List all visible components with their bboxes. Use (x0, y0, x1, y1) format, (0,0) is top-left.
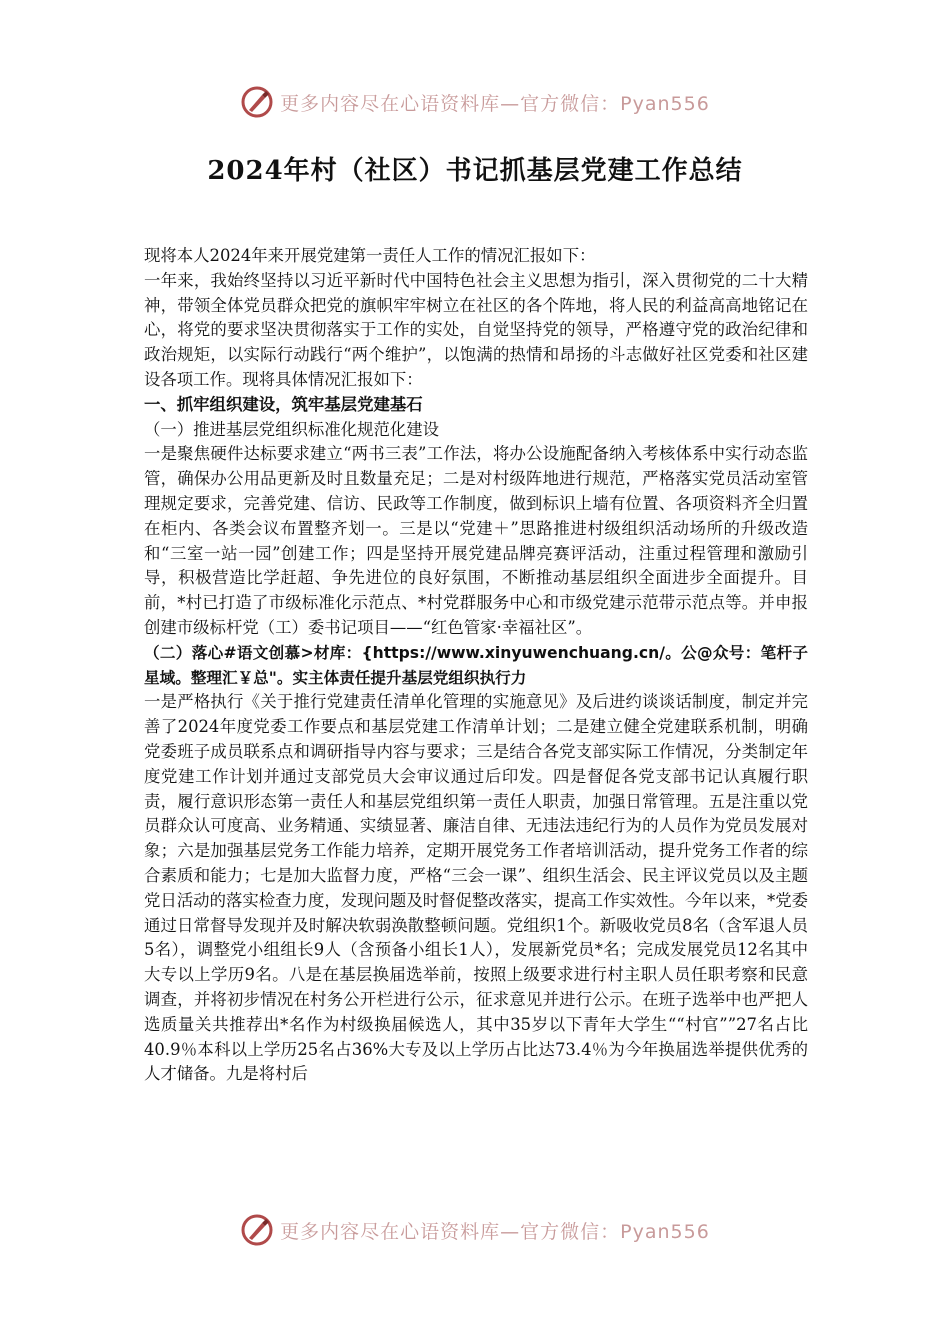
intro-paragraph: 现将本人2024年来开展党建第一责任人工作的情况汇报如下： (144, 246, 596, 265)
subsection-heading-1: （一）推进基层党组织标准化规范化建设 (144, 419, 440, 439)
watermark-header (0, 82, 950, 122)
document-title: 2024年村（社区）书记抓基层党建工作总结 (207, 156, 743, 186)
document-body (144, 244, 808, 1087)
section-heading-1: 一、抓牢组织建设，筑牢基层党建基石 (144, 394, 423, 414)
body-paragraph-2: 一是严格执行《关于推行党建责任清单化管理的实施意见》及后进约谈谈话制度，制定并完善了2024年度党委工作要点和基层党建工作清单计划；二是建立健全党建联系机制，明确党委班子成员联系点和调研指导内容与要求；三是结合各党支部实际工作情况，分类制定年度党建工作计划并通过支部党员大会审议通过后印发。四是督促各党支部书记认真履行职责，履行意识形态第一责任人和基层党组织第一责任人职责，加强日常管理。五是注重以党员群众认可度高、业务精通、实绩显著、廉洁自律、无违法违纪行为的人员作为党员发展对象；六是加强基层党务工作能力培养，定期开展党务工作者培训活动，提升党务工作者的综合素质和能力；七是加大监督力度，严格“三会一课”、组织生活会、民主评议党员以及主题党日活动的落实检查力度，发现问题及时督促整改落实，提高工作实效性。今年以来，*党委通过日常督导发现并及时解决软弱涣散整顿问题。党组织1个。新吸收党员8名（含军退人员5名），调整党小组组长9人（含预备小组长1人），发展新党员*名；完成发展党员12名其中大专以上学历9名。八是在基层换届选举前，按照上级要求进行村主职人员任职考察和民意调查，并将初步情况在村务公开栏进行公示，征求意见并进行公示。在班子选举中也严把人选质量关共推荐出*名作为村级换届候选人，其中35岁以下青年大学生““村官””27名占比40.9％本科以上学历25名占36%大专及以上学历占比达73.4％为今年换届选举提供优秀的人才储备。九是将村后 (144, 692, 808, 1084)
subsection-heading-2: （二）落心#语文创慕>材库：{https://www.xinyuwenchuang.cn/。公@众号：笔杆子星域。整理汇￥总"。实主体责任提升基层党组织执行力 (144, 643, 808, 687)
pen-circle-logo-icon (240, 85, 274, 119)
body-paragraph-1: 一是聚焦硬件达标要求建立“两书三表”工作法，将办公设施配备纳入考核体系中实行动态监管，确保办公用品更新及时且数量充足；二是对村级阵地进行规范，严格落实党员活动室管理规定要求，完善党建、信访、民政等工作制度，做到标识上墙有位置、各项资料齐全归置在柜内、各类会议布置整齐划一。三是以“党建＋”思路推进村级组织活动场所的升级改造和“三室一站一园”创建工作；四是坚持开展党建品牌亮赛评活动，注重过程管理和激励引导，积极营造比学赶超、争先进位的良好氛围，不断推动基层组织全面进步全面提升。目前，*村已打造了市级标准化示范点、*村党群服务中心和市级党建示范带示范点等。并申报创建市级标杆党（工）委书记项目——“红色管家·幸福社区”。 (144, 444, 808, 637)
overview-paragraph: 一年来，我始终坚持以习近平新时代中国特色社会主义思想为指引，深入贯彻党的二十大精神，带领全体党员群众把党的旗帜牢牢树立在社区的各个阵地，将人民的利益高高地铭记在心，将党的要求坚决贯彻落实于工作的实处，自觉坚持党的领导，严格遵守党的政治纪律和政治规矩，以实际行动践行“两个维护”，以饱满的热情和昂扬的斗志做好社区党委和社区建设各项工作。现将具体情况汇报如下： (144, 270, 808, 389)
watermark-text: 更多内容尽在心语资料库—官方微信：Pyan556 (280, 1220, 710, 1243)
watermark-footer (0, 1210, 950, 1250)
watermark-text: 更多内容尽在心语资料库—官方微信：Pyan556 (280, 92, 710, 115)
pen-circle-logo-icon (240, 1213, 274, 1247)
